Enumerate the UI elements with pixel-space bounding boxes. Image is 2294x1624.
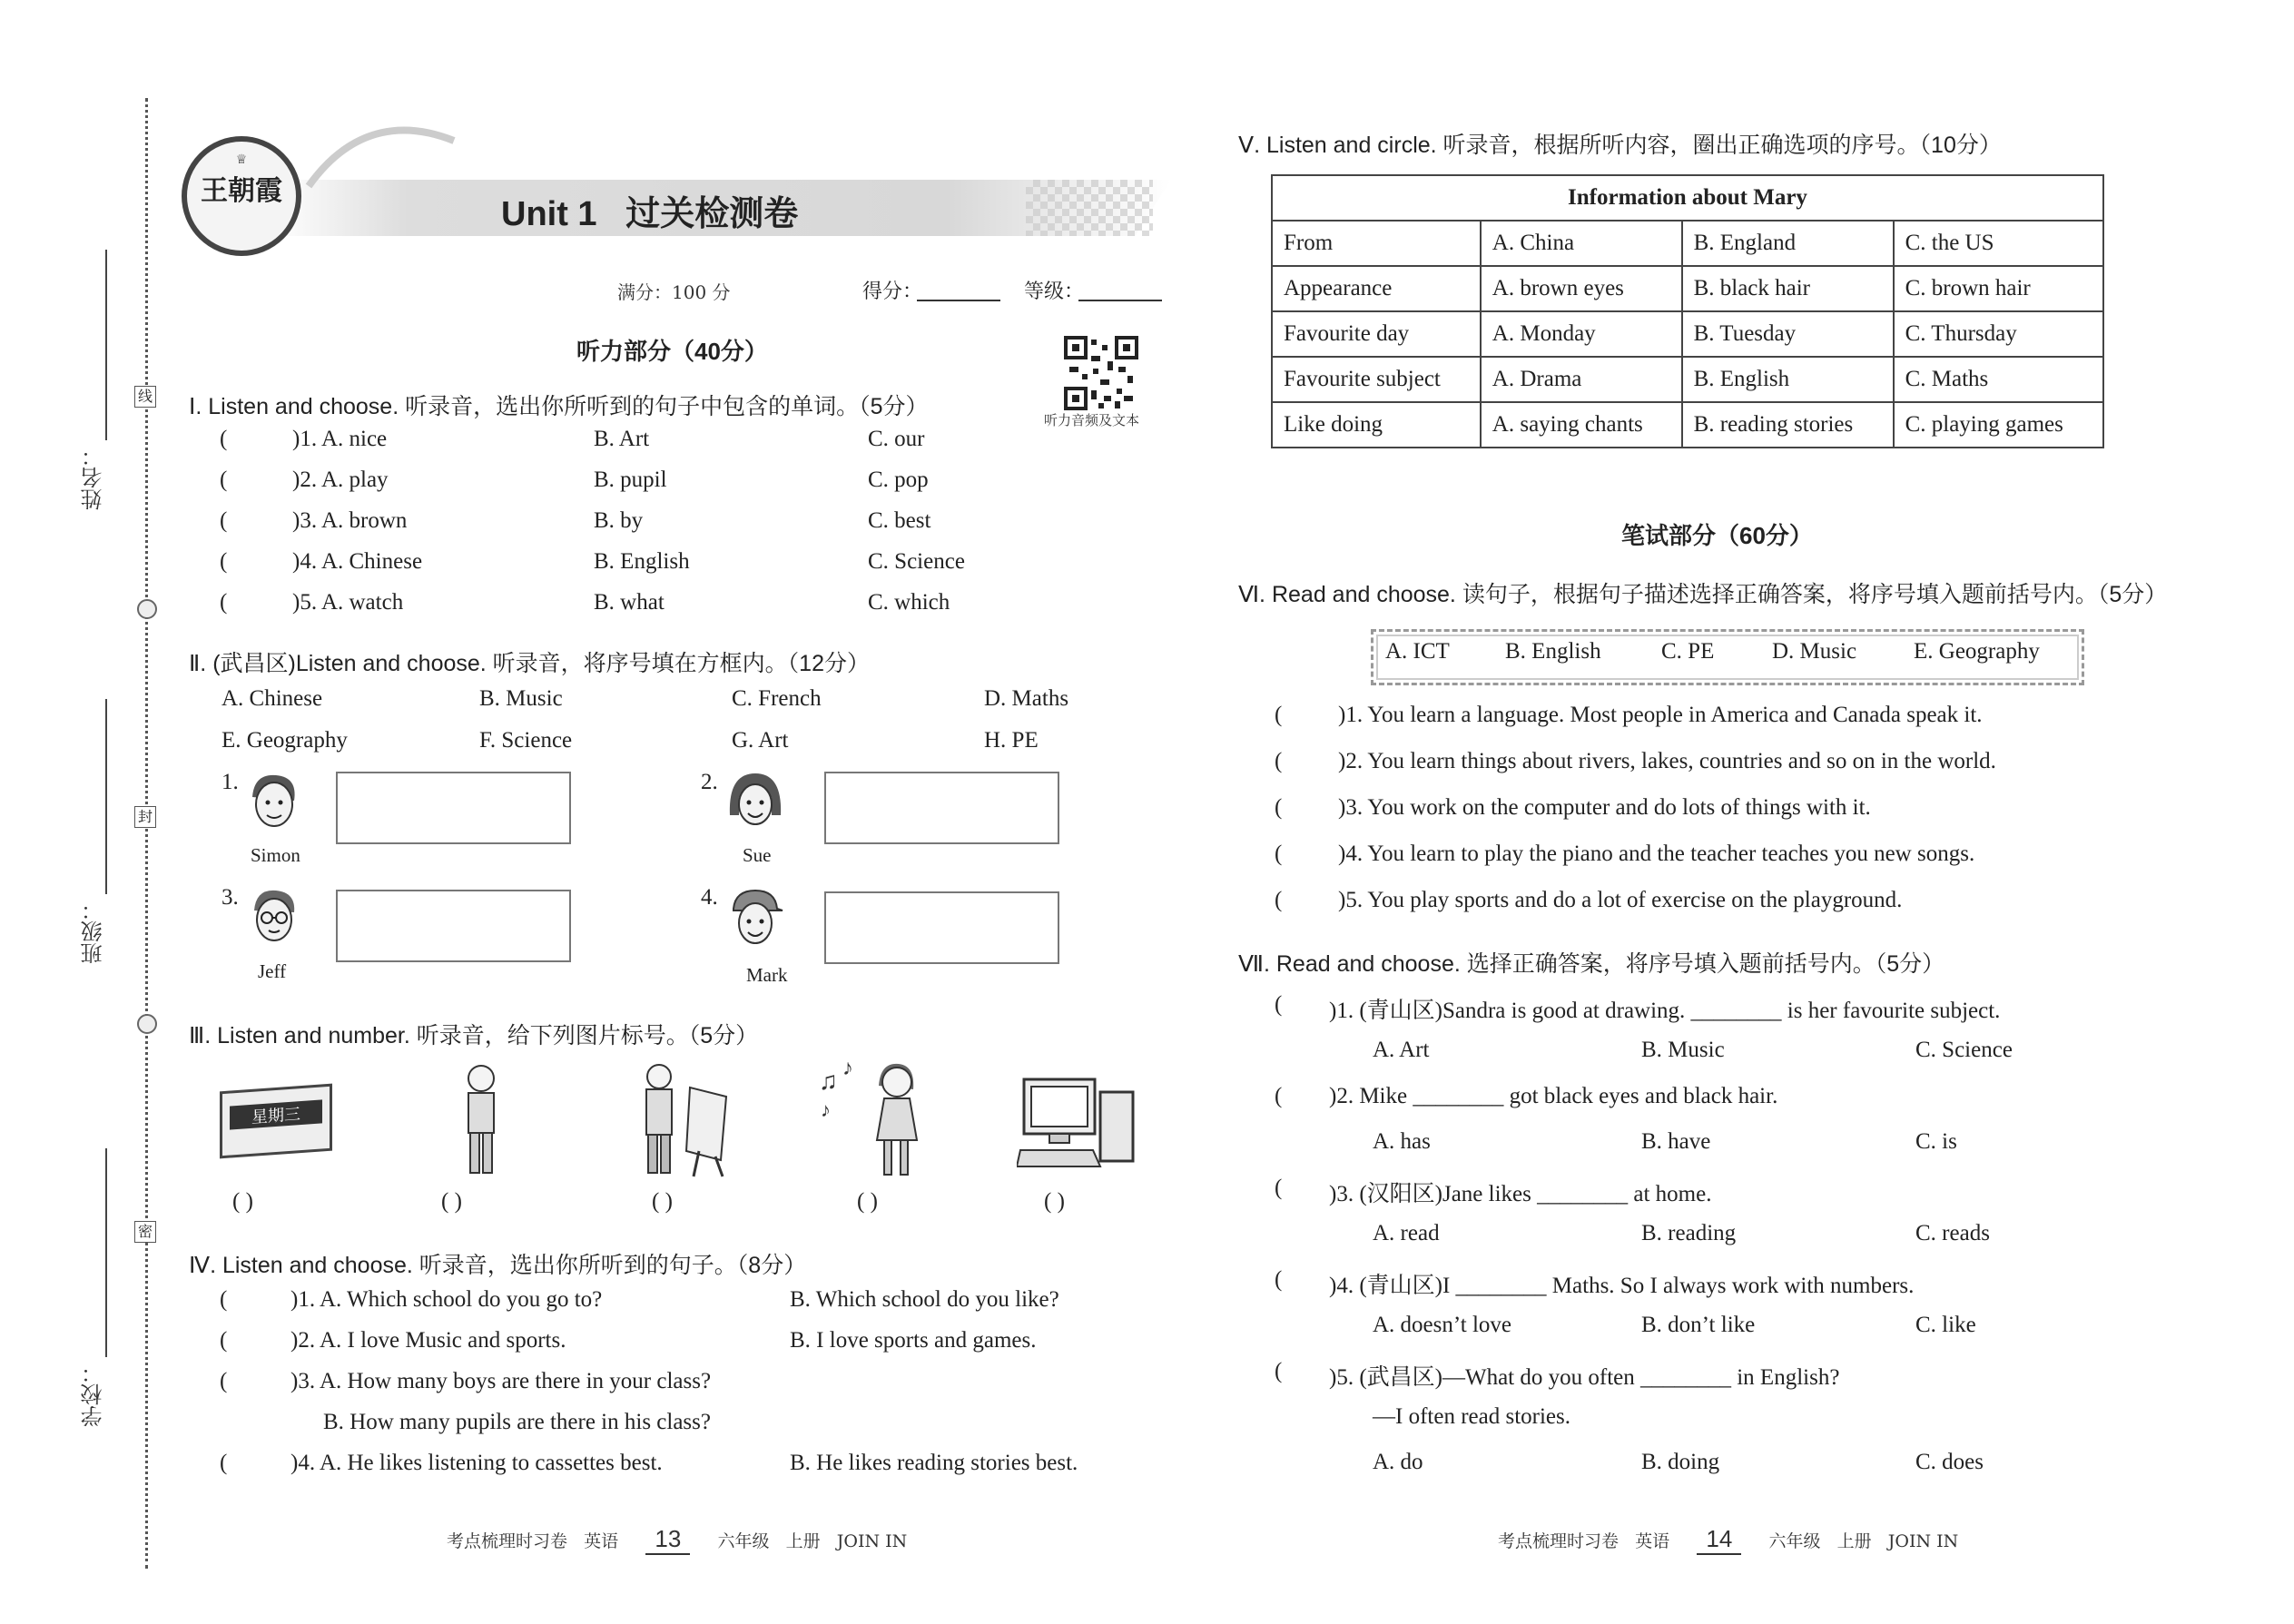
person-name: Simon	[251, 844, 300, 866]
boy-with-glasses-icon	[245, 885, 303, 949]
s7-option-b: B. Music	[1641, 1038, 1725, 1062]
person-name: Mark	[746, 964, 788, 986]
s7-option-a: A. read	[1373, 1221, 1440, 1245]
table-row: Favourite subject A. Drama B. English C. Maths	[1272, 357, 2103, 402]
s4-option-a: )3. A. How many boys are there in your class?	[290, 1369, 712, 1393]
listening-title: 听力部分（40分）	[576, 338, 768, 365]
s6-option: C. PE	[1661, 639, 1715, 664]
s4-option-b: B. How many pupils are there in his class?	[323, 1410, 711, 1434]
seal-char-seal: 封	[134, 806, 156, 828]
section-1-title: Ⅰ. Listen and choose. 听录音，选出你所听到的句子中包含的单词。（5分）	[189, 394, 929, 419]
s4-option-b: B. He likes reading stories best.	[790, 1451, 1078, 1475]
person-number: 2.	[701, 770, 718, 794]
s7-question: )4. (青山区)I ________ Maths. So I always work with numbers.	[1329, 1274, 1915, 1298]
s2-option: B. Music	[479, 686, 563, 711]
s6-option: A. ICT	[1385, 639, 1450, 664]
s7-option-c: C. Science	[1915, 1038, 2013, 1062]
s7-option-b: B. doing	[1641, 1450, 1720, 1474]
svg-text:♪: ♪	[842, 1057, 853, 1080]
s4-option-a: )4. A. He likes listening to cassettes best.	[290, 1451, 663, 1475]
s6-item: )1. You learn a language. Most people in America and Canada speak it.	[1338, 703, 1983, 727]
s2-option: H. PE	[984, 728, 1039, 753]
person-name: Sue	[743, 844, 772, 866]
s7-question: )1. (青山区)Sandra is good at drawing. ________ is her favourite subject.	[1329, 999, 2001, 1023]
s7-question: )5. (武昌区)—What do you often ________ in English?	[1329, 1365, 1840, 1390]
answer-box-1[interactable]	[336, 772, 571, 844]
writing-title: 笔试部分（60分）	[1621, 522, 1813, 549]
section-2-title: Ⅱ. (武昌区)Listen and choose. 听录音，将序号填在方框内。（12分）	[189, 651, 870, 676]
boy-face-icon	[245, 770, 303, 833]
section-5-title: Ⅴ. Listen and circle. 听录音，根据所听内容，圈出正确选项的序号。（10分）	[1238, 133, 2002, 158]
school-label: 学校：	[82, 1362, 106, 1427]
answer-box-2[interactable]	[824, 772, 1059, 844]
s7-answer-line: —I often read stories.	[1373, 1404, 1570, 1429]
computer-picture	[1017, 1076, 1144, 1176]
name-label: 姓名：	[82, 445, 106, 510]
s7-option-c: C. like	[1915, 1313, 1976, 1337]
footer-right: 考点梳理时习卷 英语 14 六年级 上册 JOIN IN	[1498, 1525, 1958, 1555]
person-number: 4.	[701, 885, 718, 910]
s6-item: )3. You work on the computer and do lots of things with it.	[1338, 795, 1871, 820]
person-number: 3.	[222, 885, 239, 910]
section-6-title: Ⅵ. Read and choose. 读句子，根据句子描述选择正确答案，将序号填入题前括号内。（5分）	[1238, 582, 2168, 607]
qr-code-icon[interactable]	[1064, 336, 1138, 410]
girl-face-icon	[726, 770, 784, 833]
painter-picture	[626, 1060, 735, 1178]
checker-decoration	[1026, 180, 1153, 236]
grade-label: 等级：	[1024, 280, 1085, 302]
s7-option-a: A. do	[1373, 1450, 1423, 1474]
s2-option: A. Chinese	[222, 686, 323, 711]
s7-option-c: C. does	[1915, 1450, 1984, 1474]
seal-char-secret: 密	[134, 1221, 156, 1243]
binding-ring-icon	[137, 1014, 157, 1034]
s7-option-c: C. is	[1915, 1129, 1957, 1154]
binding-ring-icon	[137, 599, 157, 619]
s7-option-a: A. has	[1373, 1129, 1431, 1154]
s7-option-b: B. reading	[1641, 1221, 1737, 1245]
s7-question: )3. (汉阳区)Jane likes ________ at home.	[1329, 1182, 1712, 1206]
picture-answer-paren[interactable]: ( )	[652, 1189, 673, 1214]
table-row: Favourite day A. Monday B. Tuesday C. Thursday	[1272, 311, 2103, 357]
svg-text:♫: ♫	[819, 1068, 838, 1096]
s2-option: F. Science	[479, 728, 573, 753]
s7-option-b: B. have	[1641, 1129, 1711, 1154]
person-number: 1.	[222, 770, 239, 794]
s6-item: )4. You learn to play the piano and the teacher teaches you new songs.	[1338, 842, 1975, 866]
s2-option: G. Art	[732, 728, 789, 753]
school-blank	[105, 1148, 107, 1357]
picture-answer-paren[interactable]: ( )	[441, 1189, 462, 1214]
logo-text: 王朝霞	[201, 175, 282, 207]
table-row: Like doing A. saying chants B. reading stories C. playing games	[1272, 402, 2103, 448]
s4-option-b: B. I love sports and games.	[790, 1328, 1037, 1353]
footer-left: 考点梳理时习卷 英语 13 六年级 上册 JOIN IN	[447, 1525, 907, 1555]
full-score: 满分：100 分	[617, 281, 731, 303]
boy-standing-picture	[454, 1062, 508, 1180]
answer-box-3[interactable]	[336, 890, 571, 962]
s4-option-b: B. Which school do you like?	[790, 1287, 1059, 1312]
score-label: 得分：	[862, 280, 923, 302]
girl-singing-picture	[815, 1053, 942, 1180]
s6-item: )2. You learn things about rivers, lakes, countries and so on in the world.	[1338, 749, 1996, 773]
section-3-title: Ⅲ. Listen and number. 听录音，给下列图片标号。（5分）	[189, 1023, 759, 1048]
table-row: Appearance A. brown eyes B. black hair C. brown hair	[1272, 266, 2103, 311]
brand-logo: ♕ 王朝霞	[182, 136, 301, 256]
score-blank	[917, 300, 1000, 301]
answer-box-4[interactable]	[824, 891, 1059, 964]
table-title: Information about Mary	[1272, 175, 2103, 221]
picture-answer-paren[interactable]: ( )	[232, 1189, 253, 1214]
person-name: Jeff	[258, 960, 287, 982]
s7-option-b: B. don’t like	[1641, 1313, 1756, 1337]
table-row: From A. China B. England C. the US	[1272, 221, 2103, 266]
picture-answer-paren[interactable]: ( )	[1044, 1189, 1065, 1214]
s6-option: D. Music	[1772, 639, 1857, 664]
svg-text:♪: ♪	[821, 1098, 831, 1121]
s6-item: )5. You play sports and do a lot of exercise on the playground.	[1338, 888, 1903, 912]
qr-caption: 听力音频及文本	[1044, 412, 1140, 428]
name-blank	[105, 250, 107, 440]
s4-option-a: )1. A. Which school do you go to?	[290, 1287, 603, 1312]
s6-option: E. Geography	[1914, 639, 2040, 664]
calendar-picture	[220, 1084, 332, 1159]
s7-option-c: C. reads	[1915, 1221, 1990, 1245]
s7-option-a: A. doesn’t love	[1373, 1313, 1511, 1337]
s2-option: C. French	[732, 686, 822, 711]
s2-option: D. Maths	[984, 686, 1069, 711]
page-number: 13	[645, 1525, 690, 1555]
unit-title: Unit 1 过关检测卷	[501, 195, 799, 233]
seal-char-line: 线	[134, 386, 156, 408]
grade-blank	[1078, 300, 1162, 301]
s4-option-a: )2. A. I love Music and sports.	[290, 1328, 566, 1353]
s7-question: )2. Mike ________ got black eyes and black hair.	[1329, 1084, 1778, 1108]
section-4-title: Ⅳ. Listen and choose. 听录音，选出你所听到的句子。（8分）	[189, 1253, 807, 1278]
binding-dotted-line	[145, 98, 148, 1569]
mary-info-table	[1271, 174, 2104, 448]
ribbon-decoration	[300, 113, 463, 195]
class-blank	[105, 699, 107, 894]
calendar-text: 星期三	[230, 1099, 322, 1129]
section-7-title: Ⅶ. Read and choose. 选择正确答案，将序号填入题前括号内。（5分）	[1238, 951, 1945, 977]
s7-option-a: A. Art	[1373, 1038, 1430, 1062]
picture-answer-paren[interactable]: ( )	[857, 1189, 878, 1214]
page-number: 14	[1697, 1525, 1741, 1555]
boy-with-cap-icon	[726, 885, 784, 949]
s6-option: B. English	[1505, 639, 1601, 664]
class-label: 班级：	[82, 899, 106, 964]
s2-option: E. Geography	[222, 728, 348, 753]
